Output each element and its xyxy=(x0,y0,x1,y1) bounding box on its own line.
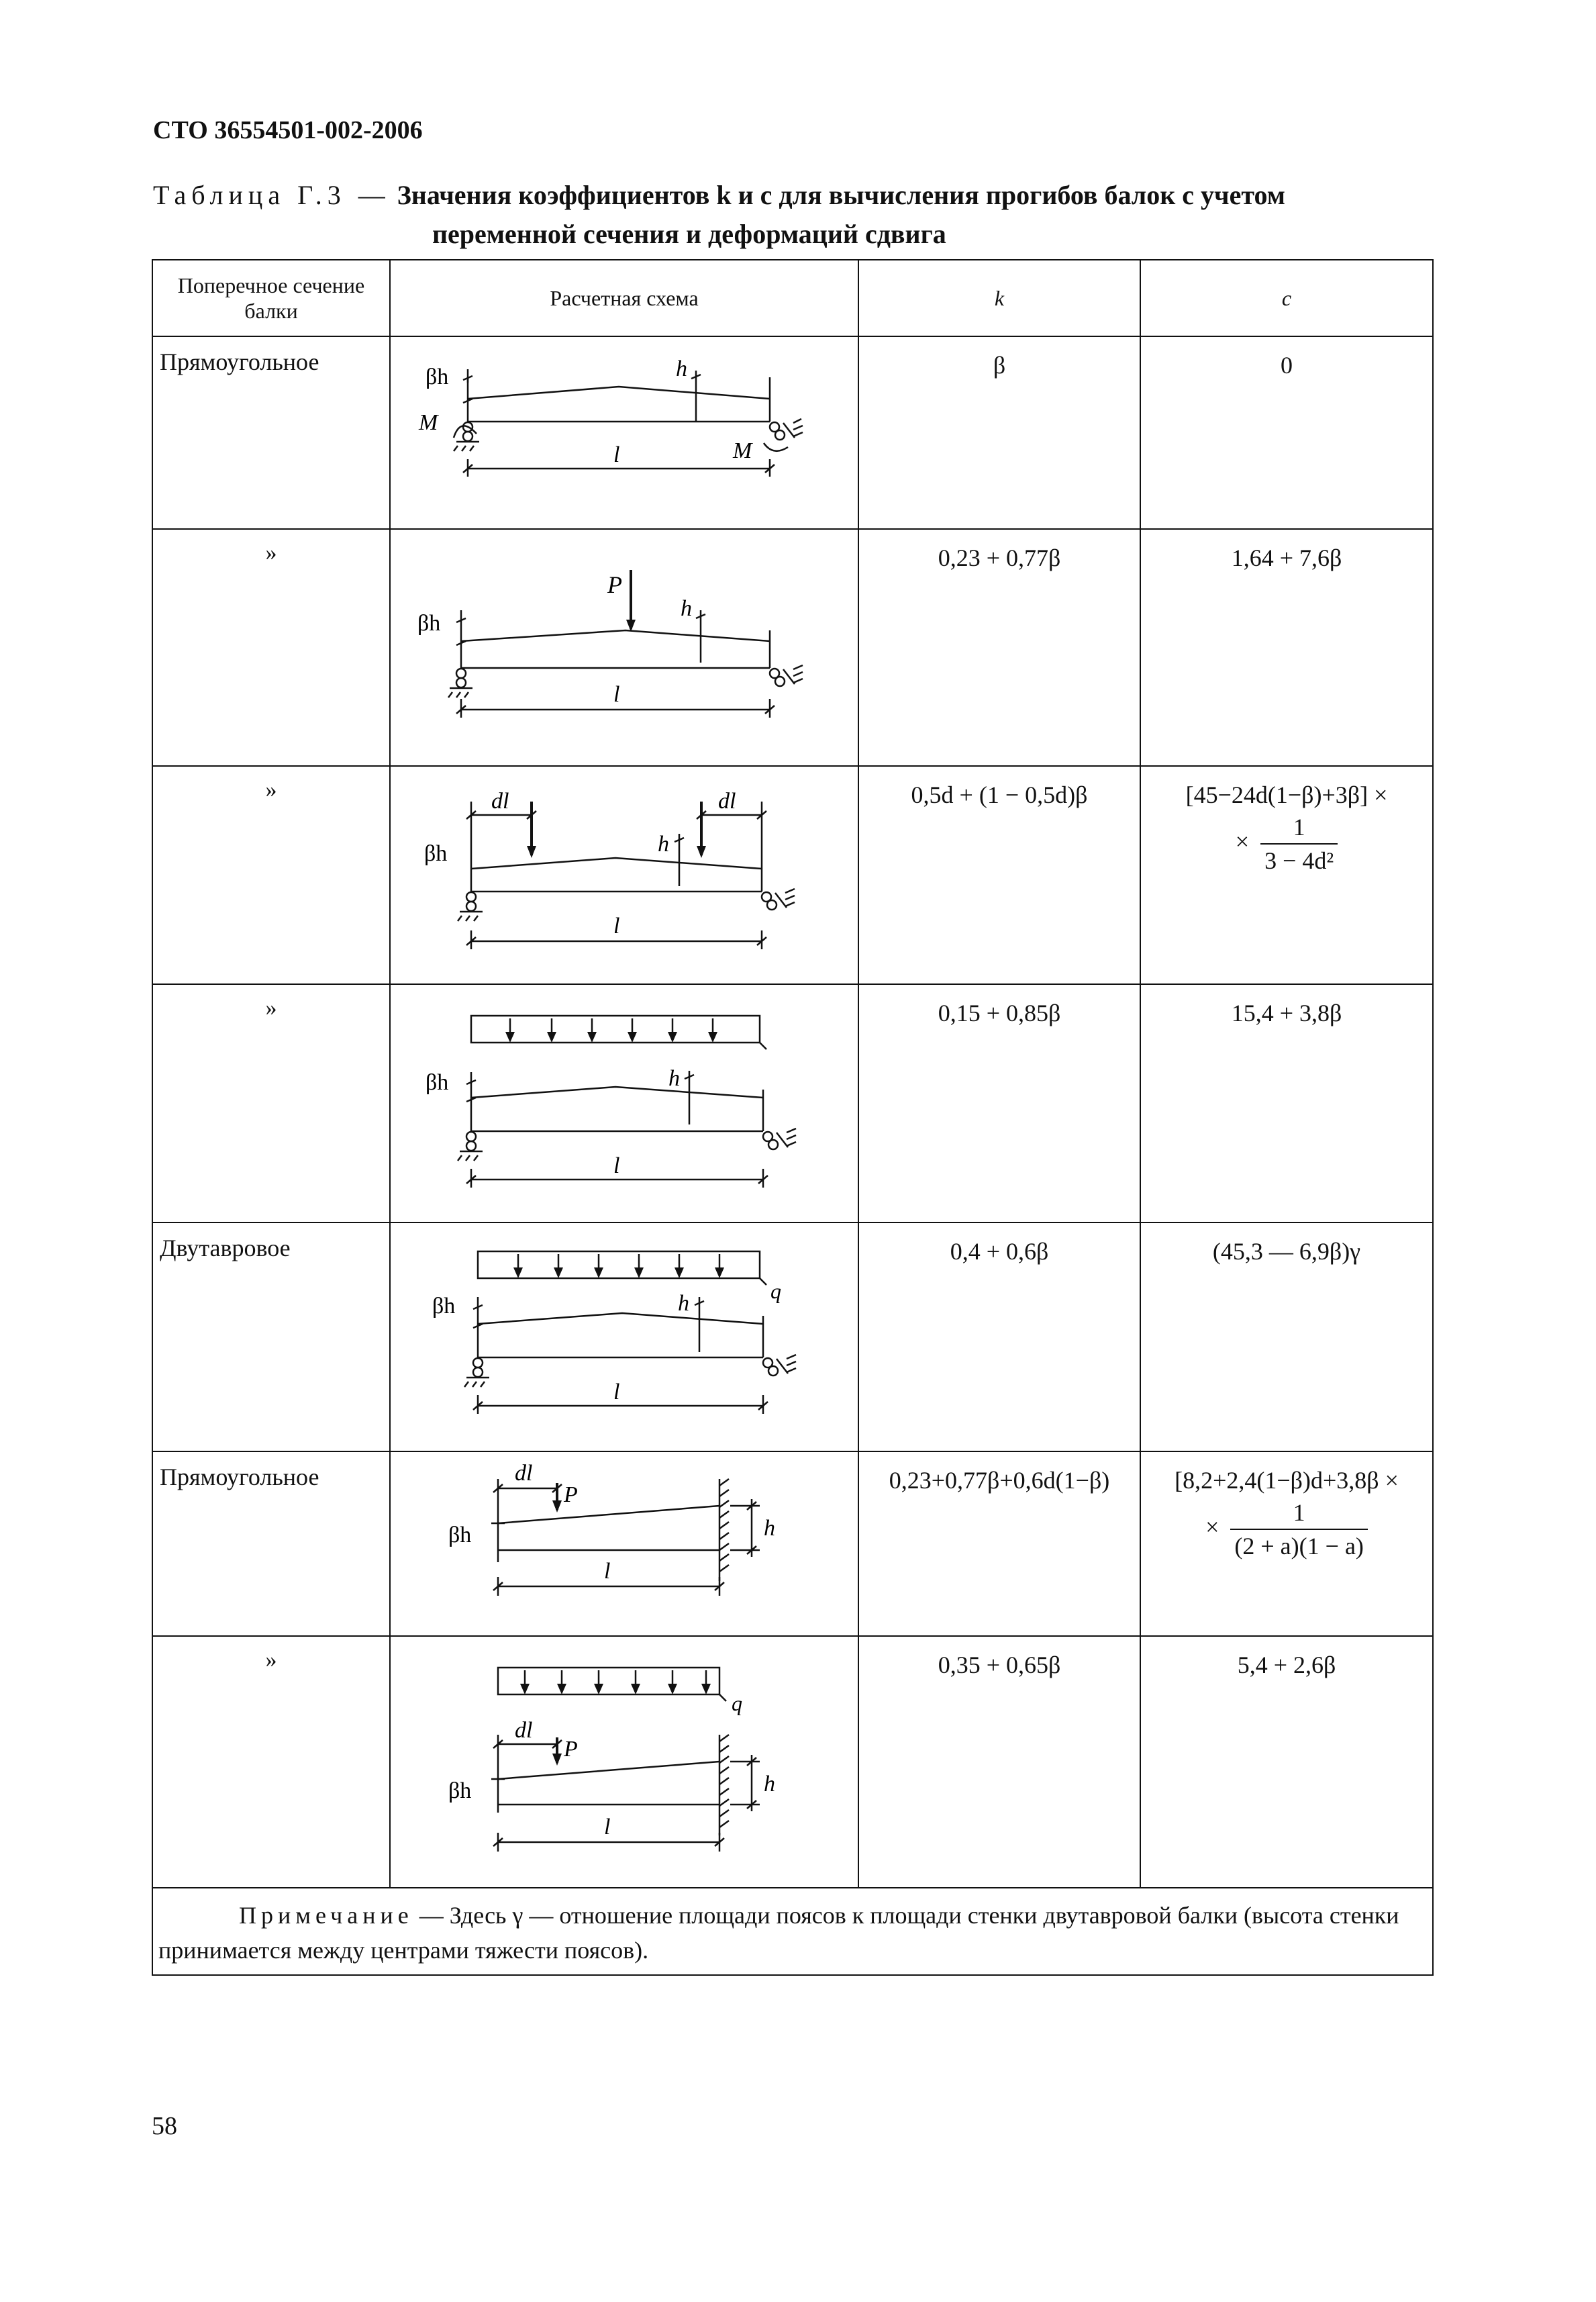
beam-scheme-point-load xyxy=(391,530,856,762)
label-beta-h: βh xyxy=(426,365,449,389)
label-beta-h: βh xyxy=(426,1070,449,1095)
label-span: l xyxy=(613,914,620,939)
label-moment-right: M xyxy=(733,438,752,463)
label-span: l xyxy=(604,1559,611,1584)
caption-label: Таблица Г.3 — xyxy=(153,180,391,210)
scheme-cell xyxy=(390,766,858,984)
label-span: l xyxy=(613,682,620,707)
label-span: l xyxy=(604,1815,611,1839)
label-load-p: P xyxy=(607,571,622,598)
note-text: — Здесь γ — отношение площади поясов к площади стенки двутавровой балки (высота стенки принимается между центрами тяжести поясов). xyxy=(158,1902,1399,1964)
label-beta-h: βh xyxy=(448,1778,472,1803)
label-beta-h: βh xyxy=(448,1523,472,1547)
label-h: h xyxy=(676,356,687,381)
section-cell: Прямоугольное xyxy=(152,1451,390,1636)
note-row xyxy=(152,1888,1433,1975)
c-formula-line2: × $\frac{1}{(2 + a)(1 - a)}$ xyxy=(1141,1496,1432,1562)
section-cell: » xyxy=(152,766,390,984)
k-cell: 0,23+0,77β+0,6d(1−β) xyxy=(858,1451,1140,1636)
label-q: q xyxy=(770,1279,781,1303)
section-cell: » xyxy=(152,529,390,766)
label-h: h xyxy=(764,1772,775,1796)
table-note xyxy=(152,1888,1433,1975)
c-cell: 1,64 + 7,6β xyxy=(1140,529,1433,766)
coefficients-table xyxy=(152,259,1434,1976)
k-cell: 0,5d + (1 − 0,5d)β xyxy=(858,766,1140,984)
scheme-cell xyxy=(390,984,858,1222)
c-cell: 0 xyxy=(1140,336,1433,529)
c-fraction: $\frac{1}{\text{3 − 4d²}}$ xyxy=(1260,811,1338,877)
header-c: c xyxy=(1140,260,1433,336)
table-row xyxy=(152,1451,1433,1636)
cantilever-scheme-point-load xyxy=(391,1452,856,1632)
k-cell: 0,15 + 0,85β xyxy=(858,984,1140,1222)
scheme-cell xyxy=(390,529,858,766)
header-k: k xyxy=(858,260,1140,336)
label-dl: dl xyxy=(515,1718,533,1743)
c-formula-line1: [45−24d(1−β)+3β] × xyxy=(1185,781,1388,808)
scheme-cell xyxy=(390,1451,858,1636)
beam-scheme-moments xyxy=(391,337,856,525)
section-cell: » xyxy=(152,984,390,1222)
label-h: h xyxy=(764,1516,775,1541)
c-cell: 15,4 + 3,8β xyxy=(1140,984,1433,1222)
scheme-cell xyxy=(390,336,858,529)
table-caption xyxy=(153,176,1428,249)
scheme-cell xyxy=(390,1636,858,1888)
label-load-p: P xyxy=(564,1737,578,1762)
beam-scheme-i-section xyxy=(391,1223,856,1447)
table-row xyxy=(152,766,1433,984)
c-cell: (45,3 — 6,9β)γ xyxy=(1140,1222,1433,1451)
caption-title-line2: переменной сечения и деформаций сдвига xyxy=(432,219,946,249)
label-h: h xyxy=(668,1066,680,1091)
table-row xyxy=(152,1222,1433,1451)
c-cell xyxy=(1140,1451,1433,1636)
label-h: h xyxy=(678,1291,689,1316)
label-h: h xyxy=(658,832,669,857)
section-cell: » xyxy=(152,1636,390,1888)
header-section: Поперечное сечение балки xyxy=(152,260,390,336)
cantilever-scheme-combined-load xyxy=(391,1637,856,1884)
note-label: Примечание xyxy=(239,1902,413,1929)
c-formula-line2: × $\frac{1}{\text{3 − 4d²}}$ xyxy=(1141,811,1432,877)
c-cell: 5,4 + 2,6β xyxy=(1140,1636,1433,1888)
c-fraction: $\frac{1}{(2 + a)(1 - a)}$ xyxy=(1230,1496,1368,1562)
label-dl-left: dl xyxy=(491,789,509,814)
table-row xyxy=(152,529,1433,766)
table-row xyxy=(152,1636,1433,1888)
label-span: l xyxy=(613,1380,620,1404)
c-cell xyxy=(1140,766,1433,984)
c-formula-line1: [8,2+2,4(1−β)d+3,8β × xyxy=(1175,1467,1399,1494)
header-scheme: Расчетная схема xyxy=(390,260,858,336)
beam-scheme-two-loads xyxy=(391,767,856,980)
scheme-cell xyxy=(390,1222,858,1451)
page-number: 58 xyxy=(152,2112,177,2140)
label-beta-h: βh xyxy=(432,1294,456,1318)
document-code: СТО 36554501-002-2006 xyxy=(153,116,423,144)
label-dl-right: dl xyxy=(718,789,736,814)
caption-title-line1: Значения коэффициентов k и c для вычисления прогибов балок с учетом xyxy=(397,180,1285,210)
label-beta-h: βh xyxy=(424,841,448,866)
label-span: l xyxy=(613,1153,620,1178)
table-row xyxy=(152,984,1433,1222)
table-row xyxy=(152,336,1433,529)
k-cell: 0,23 + 0,77β xyxy=(858,529,1140,766)
k-cell: β xyxy=(858,336,1140,529)
beam-scheme-distributed-load xyxy=(391,985,856,1218)
label-load-p: P xyxy=(564,1482,578,1507)
label-moment-left: M xyxy=(419,410,438,435)
section-cell: Прямоугольное xyxy=(152,336,390,529)
section-cell: Двутавровое xyxy=(152,1222,390,1451)
k-cell: 0,35 + 0,65β xyxy=(858,1636,1140,1888)
label-h: h xyxy=(681,596,692,621)
table-header-row xyxy=(152,260,1433,336)
label-beta-h: βh xyxy=(417,611,441,636)
label-q: q xyxy=(732,1691,742,1715)
label-span: l xyxy=(613,442,620,467)
k-cell: 0,4 + 0,6β xyxy=(858,1222,1140,1451)
label-dl: dl xyxy=(515,1461,533,1486)
